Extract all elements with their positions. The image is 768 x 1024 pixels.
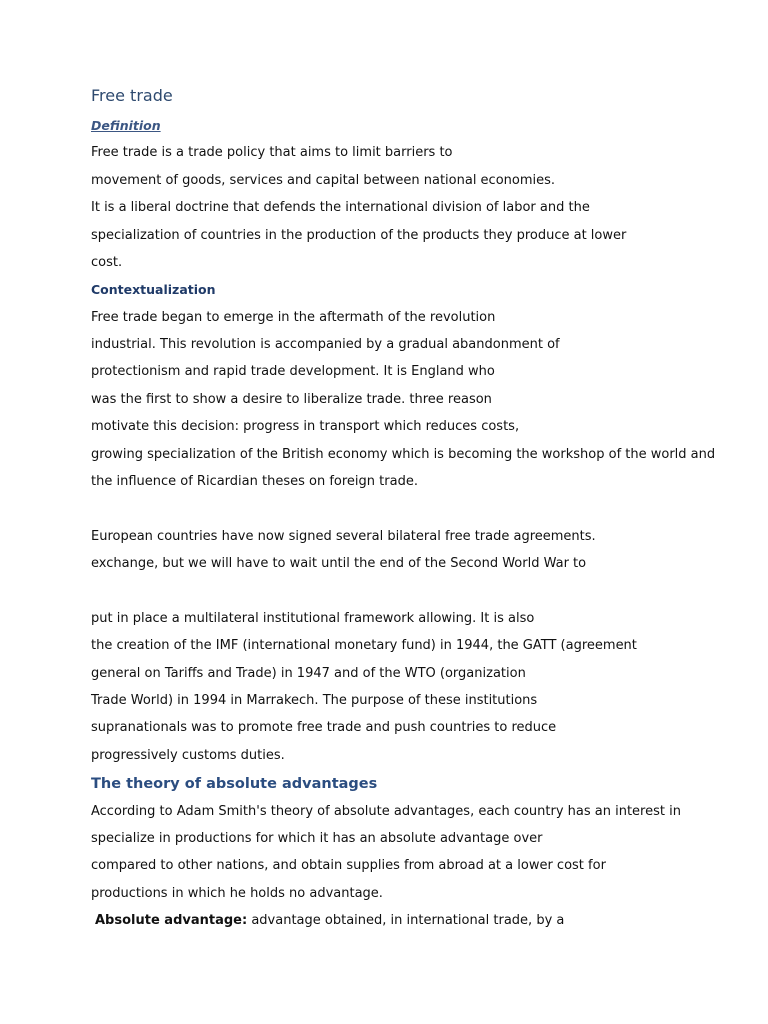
definition-line: Free trade is a trade policy that aims to limit barriers to [91,145,453,160]
context-line: industrial. This revolution is accompanied by a gradual abandonment of [91,337,560,352]
framework-line: Trade World) in 1994 in Marrakech. The purpose of these institutions [91,693,538,708]
framework-line: general on Tariffs and Trade) in 1947 and of the WTO (organization [91,666,526,681]
theory-line: According to Adam Smith's theory of absolute advantages, each country has an interest in [91,804,681,819]
definition-line: specialization of countries in the production of the products they produce at lower [91,228,627,243]
absolute-advantage-term: Absolute advantage: [95,913,248,928]
absolute-advantage-line [95,913,564,929]
framework-line: put in place a multilateral institutional framework allowing. It is also [91,611,535,626]
absolute-advantage-text: advantage obtained, in international trade, by a [247,913,565,928]
contextualization-heading: Contextualization [91,282,216,297]
theory-heading: The theory of absolute advantages [91,776,378,792]
context-line: Free trade began to emerge in the aftermath of the revolution [91,310,496,325]
theory-line: compared to other nations, and obtain supplies from abroad at a lower cost for [91,858,606,873]
context-line: protectionism and rapid trade development. It is England who [91,364,495,379]
framework-line: supranationals was to promote free trade and push countries to reduce [91,720,557,735]
context-line: was the first to show a desire to liberalize trade. three reason [91,392,492,407]
context-line: the influence of Ricardian theses on foreign trade. [91,474,418,489]
theory-line: specialize in productions for which it has an absolute advantage over [91,831,543,846]
context-line: motivate this decision: progress in transport which reduces costs, [91,419,520,434]
definition-line: It is a liberal doctrine that defends the international division of labor and the [91,200,590,215]
definition-line: cost. [91,255,123,270]
document-title: Free trade [91,86,173,105]
definition-heading: Definition [91,118,161,133]
context-line: growing specialization of the British economy which is becoming the workshop of the world and [91,447,716,462]
theory-line: productions in which he holds no advantage. [91,886,383,901]
framework-line: the creation of the IMF (international monetary fund) in 1944, the GATT (agreement [91,638,637,653]
framework-line: progressively customs duties. [91,748,285,763]
definition-line: movement of goods, services and capital between national economies. [91,173,556,188]
european-line: European countries have now signed several bilateral free trade agreements. [91,529,596,544]
european-line: exchange, but we will have to wait until the end of the Second World War to [91,556,587,571]
